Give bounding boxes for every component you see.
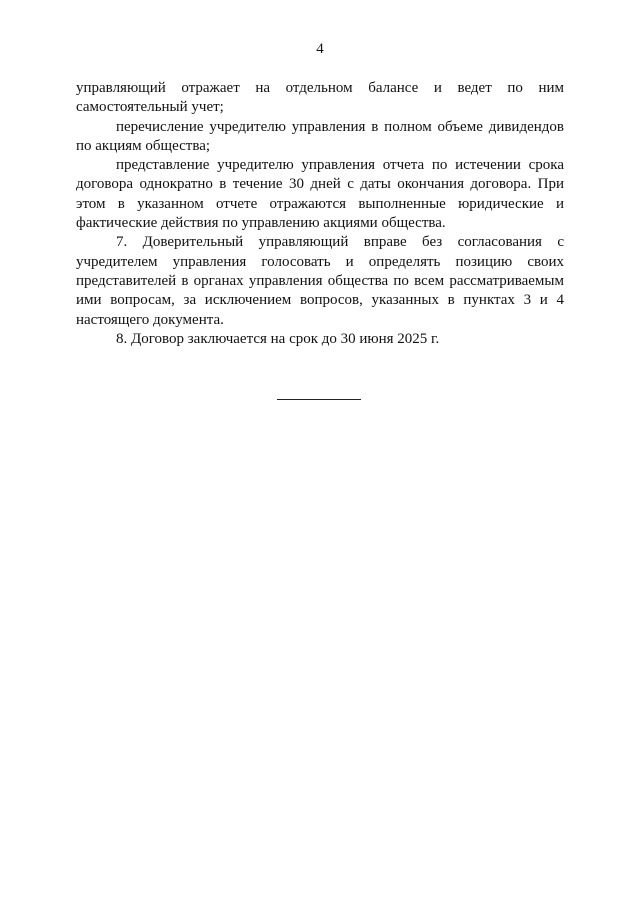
end-of-document-rule: [277, 399, 361, 400]
paragraph-continuation: управляющий отражает на отдельном балансе и ведет по ним самостоятельный учет;: [76, 80, 564, 116]
paragraph-report: представление учредителю управления отчета по истечении срока договора однократно в течение 30 дней с даты окончания договора. При этом в указанном отчете отражаются выполненные юридические и фактические действия по управлению акциями общества.: [76, 157, 564, 232]
paragraph-item-7: 7. Доверительный управляющий вправе без согласования с учредителем управления голосовать и определять позицию своих представителей в органах управления общества по всем рассматриваемым ими вопросам, за исключением вопросов, указанных в пунктах 3 и 4 настоящего документа.: [76, 234, 564, 328]
paragraph-dividends: перечисление учредителю управления в полном объеме дивидендов по акциям общества;: [76, 118, 564, 154]
paragraph-item-8: 8. Договор заключается на срок до 30 июня 2025 г.: [116, 330, 440, 347]
document-body: [76, 79, 564, 349]
page-number: 4: [316, 41, 324, 57]
